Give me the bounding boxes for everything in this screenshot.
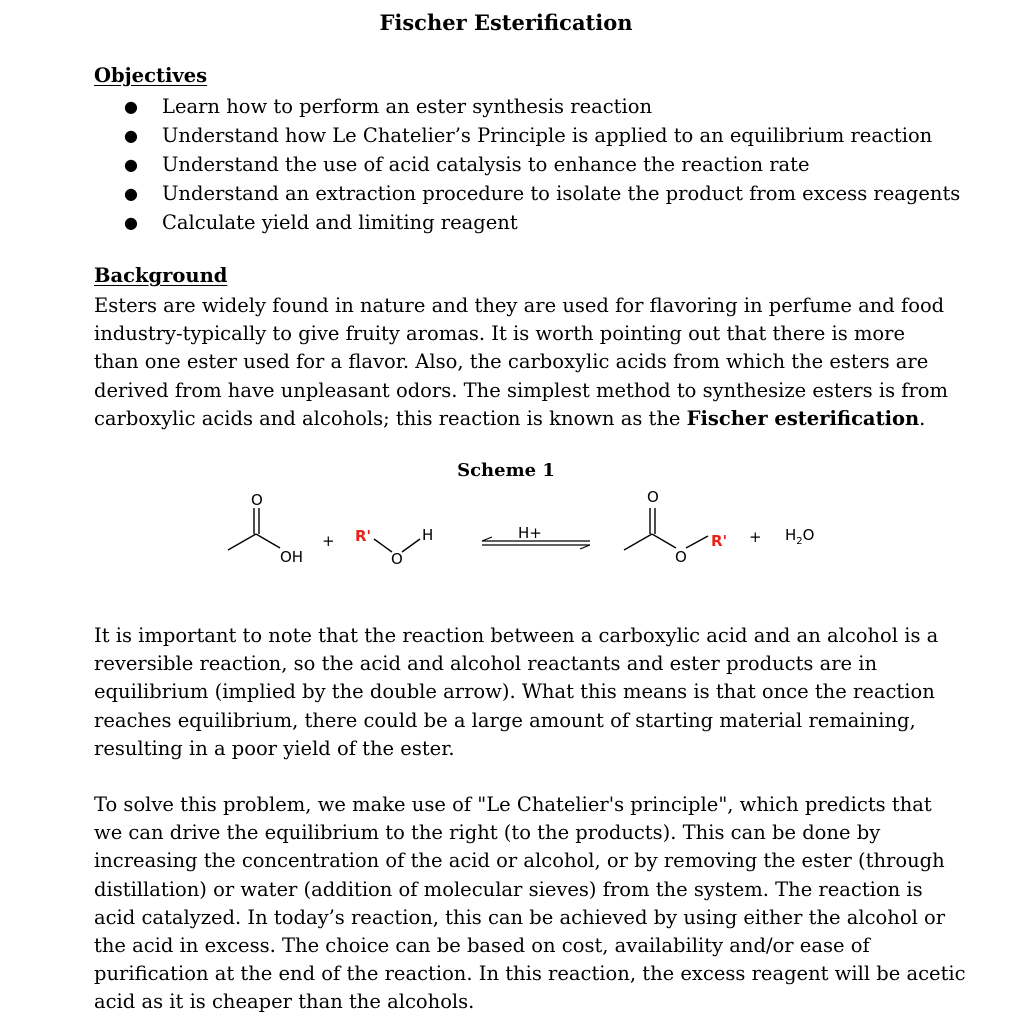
text-line: equilibrium (implied by the double arrow). What this means is that once the reaction <box>94 680 935 704</box>
scheme-label: Scheme 1 <box>457 460 555 481</box>
r-group-label: R' <box>355 527 372 545</box>
text-line: we can drive the equilibrium to the right (to the products). This can be done by <box>94 821 881 845</box>
bond-line <box>652 534 676 548</box>
text-line: than one ester used for a flavor. Also, the carboxylic acids from which the esters are <box>94 350 929 374</box>
text-fragment: . <box>919 406 926 430</box>
r-group-label: R' <box>711 532 728 550</box>
text-line: reversible reaction, so the acid and alcohol reactants and ester products are in <box>94 652 878 676</box>
list-item <box>94 92 974 121</box>
text-line: resulting in a poor yield of the ester. <box>94 736 455 760</box>
bullet-icon: ● <box>124 213 138 232</box>
atom-label: O <box>251 491 263 509</box>
acetic-acid-structure <box>228 508 280 550</box>
text-line <box>94 405 974 433</box>
text-line: the acid in excess. The choice can be based on cost, availability and/or ease of <box>94 933 870 957</box>
text-line: acid as it is cheaper than the alcohols. <box>94 990 475 1014</box>
text-line: reaches equilibrium, there could be a large amount of starting material remaining, <box>94 708 916 732</box>
list-item <box>94 179 974 208</box>
bond-line <box>374 539 392 552</box>
ester-structure <box>624 508 708 550</box>
equilibrium-paragraph <box>94 622 974 763</box>
arrow-label: H+ <box>518 524 542 542</box>
atom-label: O <box>391 550 403 568</box>
text-fragment: carboxylic acids and alcohols; this reaction is known as the <box>94 406 687 430</box>
atom-label: O <box>675 548 687 566</box>
bond-line <box>402 539 420 552</box>
subscript: 2 <box>796 536 803 547</box>
objective-text: Learn how to perform an ester synthesis reaction <box>162 95 653 118</box>
list-item <box>94 208 974 237</box>
list-item <box>94 121 974 150</box>
atom-label: H <box>422 526 434 544</box>
page-title: Fischer Esterification <box>379 10 633 35</box>
objective-text: Calculate yield and limiting reagent <box>162 211 518 234</box>
objective-text: Understand how Le Chatelier’s Principle is applied to an equilibrium reaction <box>162 124 933 147</box>
atom-label: O <box>802 526 815 544</box>
reaction-scheme <box>200 484 840 584</box>
atom-label: H <box>785 526 797 544</box>
text-line: derived from have unpleasant odors. The simplest method to synthesize esters is from <box>94 378 949 402</box>
list-item <box>94 150 974 179</box>
text-line: industry-typically to give fruity aromas. It is worth pointing out that there is more <box>94 322 906 346</box>
text-line: increasing the concentration of the acid or alcohol, or by removing the ester (through <box>94 849 945 873</box>
bold-term: Fischer esterification <box>686 406 920 430</box>
objective-text: Understand an extraction procedure to isolate the product from excess reagents <box>162 182 961 205</box>
objectives-heading: Objectives <box>94 64 208 87</box>
bond-line <box>228 534 256 550</box>
bullet-icon: ● <box>124 155 138 174</box>
objectives-list <box>94 92 974 237</box>
le-chatelier-paragraph <box>94 791 974 1017</box>
plus-sign: + <box>749 528 762 546</box>
text-line: It is important to note that the reaction between a carboxylic acid and an alcohol is a <box>94 624 939 647</box>
atom-label: OH <box>280 548 304 566</box>
bond-line <box>256 534 280 548</box>
text-line: Esters are widely found in nature and they are used for flavoring in perfume and food <box>94 294 945 317</box>
water-formula <box>785 526 814 547</box>
bullet-icon: ● <box>124 97 138 116</box>
bond-line <box>624 534 652 550</box>
text-line: acid catalyzed. In today’s reaction, this can be achieved by using either the alcohol or <box>94 905 946 929</box>
background-heading: Background <box>94 264 228 287</box>
bond-line <box>686 536 708 548</box>
text-line: To solve this problem, we make use of "Le Chatelier's principle", which predicts that <box>94 793 932 816</box>
plus-sign: + <box>322 532 335 550</box>
objective-text: Understand the use of acid catalysis to enhance the reaction rate <box>162 153 810 176</box>
bullet-icon: ● <box>124 126 138 145</box>
background-paragraph <box>94 292 974 433</box>
text-line: distillation) or water (addition of molecular sieves) from the system. The reaction is <box>94 877 923 901</box>
text-line: purification at the end of the reaction. In this reaction, the excess reagent will be acetic <box>94 962 966 986</box>
atom-label: O <box>647 488 659 506</box>
bullet-icon: ● <box>124 184 138 203</box>
